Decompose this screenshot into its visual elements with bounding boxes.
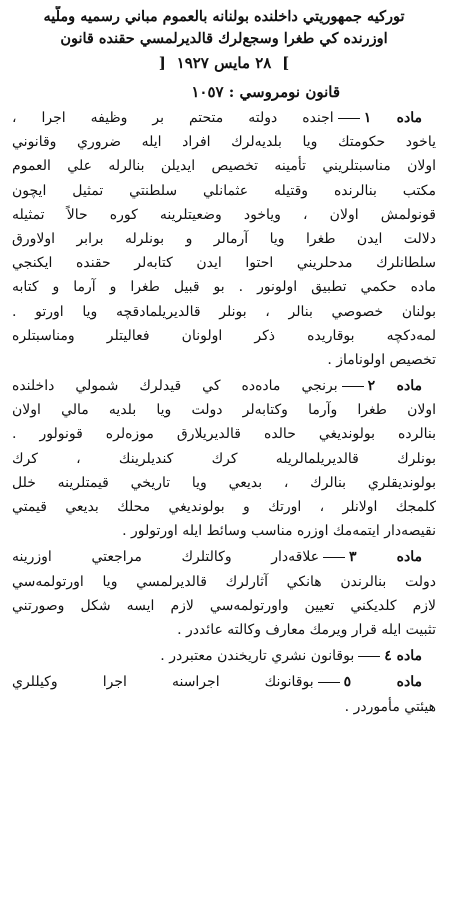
article-label: ماده ٢ [367,378,422,395]
article-line [12,374,436,398]
article-2 [12,374,436,543]
article-4 [12,644,436,668]
article-1 [12,106,436,372]
article-label: ماده ٣ [349,549,422,566]
article-text: بوقانون نشري تاريخندن معتبردر . [160,648,355,665]
article-text: علاقه‌دار وكالتلرك مراجعتي اوزرينه [12,549,320,566]
article-text: اجنده دولته متحتم بر وظيفه اجرا ، [12,110,334,126]
article-line: قونولمش اولان ، وياخود وضعيتلرينه كوره حالاً تمثيله [12,206,436,223]
date-line [12,52,436,74]
article-line: نقيصه‌دار ايتمه‌مك اوزره مناسب وسائط ايله اورتولور . [122,523,436,540]
article-line: ماده حكمي تطبيق اولونور . بو قبيل طغرا و آرما و كتابه [12,279,436,296]
article-line: لازم كلديكني تعيين واورتولمه‌سي لازم ايسه شكل وصورتني [12,597,436,614]
dash-separator [358,656,380,657]
article-line: دلالت ايدن طغرا ويا آرمالر و بونلرله برابر اولاورق [12,230,436,247]
dash-separator [323,557,345,558]
article-label: ماده ١ [363,110,422,126]
law-number: قانون نومروسي : ١٠٥٧ [191,83,340,101]
dash-separator [318,682,340,683]
bracket-open: [ [158,54,166,72]
article-line: كلمجك اولانلر ، اورتك و بولونديغي محلك بديعي قيمتي [12,499,436,515]
article-line [12,545,436,569]
article-label: ماده ٥ [343,674,422,691]
dash-separator [342,386,364,387]
article-line: بنالرده بولونديغي حالده قالديريلارق موزه‌لره قونولور . [12,426,436,443]
article-line: هيئتي مأموردر . [344,698,436,715]
article-text: بوقانونك اجراسنه اجرا وكيللري [12,674,314,691]
law-date: ٢٨ مايس ١٩٢٧ [176,54,272,72]
article-5 [12,670,436,718]
article-line: ياخود حكومتك ويا بلديه‌لرك افراد ايله ضروري وقانوني [12,134,436,151]
article-line: بونلرك قالديريلمالريله كرك كنديلرينك ، كرك [12,450,436,467]
article-line: تخصيص اولوناماز . [327,351,436,368]
article-line: اولان طغرا وآرما وكتابه‌لر دولت ويا بلديه مالي اولان [12,402,436,419]
article-line: تثبيت ايله قرار ويرمك معارف وكالته عائددر . [177,621,436,638]
article-line [12,644,436,668]
article-line: سلطانلرك مدحلريني احتوا ايدن كتابه‌لر حقنده ايكنجي [12,255,436,272]
article-text: برنجي ماده‌ده كي قيدلرك شمولي داخلنده [12,378,338,395]
article-line: بولنان خصوصي بنالر ، بونلر قالديريلمادقچه ويا اورتو . [12,303,436,320]
article-line: لمه‌دكچه بوقاريده ذكر اولونان فعاليتلر ومناسبتلره [12,327,436,344]
article-line [12,106,436,130]
article-line [12,670,436,694]
articles-body [12,106,436,719]
law-title [12,6,436,50]
article-line: دولت بنالرندن هانكي آثارلرك قالديرلمسي ويا اورتولمه‌سي [12,573,436,590]
title-line: اوزرنده كي طغرا وسجع‌لرك قالديرلمسي حقنده قانون [60,30,388,47]
dash-separator [338,118,360,119]
article-line: اولان مناسبتلريني تأمينه تخصيص ايديلن بنالرله علي العموم [12,158,436,175]
article-line: مكتب بنالرنده وقتيله عثمانلي سلطنتي تمثيل ايچون [12,182,436,199]
bracket-close: ] [282,54,290,72]
article-label: ماده ٤ [384,648,422,665]
title-line: توركيه جمهوريتي داخلنده بولنانه بالعموم مباني رسميه وملّيه [43,8,405,25]
article-line: بولونديقلري بنالرك ، بديعي ويا تاريخي قيمتلرينه خلل [12,474,436,491]
article-3 [12,545,436,642]
